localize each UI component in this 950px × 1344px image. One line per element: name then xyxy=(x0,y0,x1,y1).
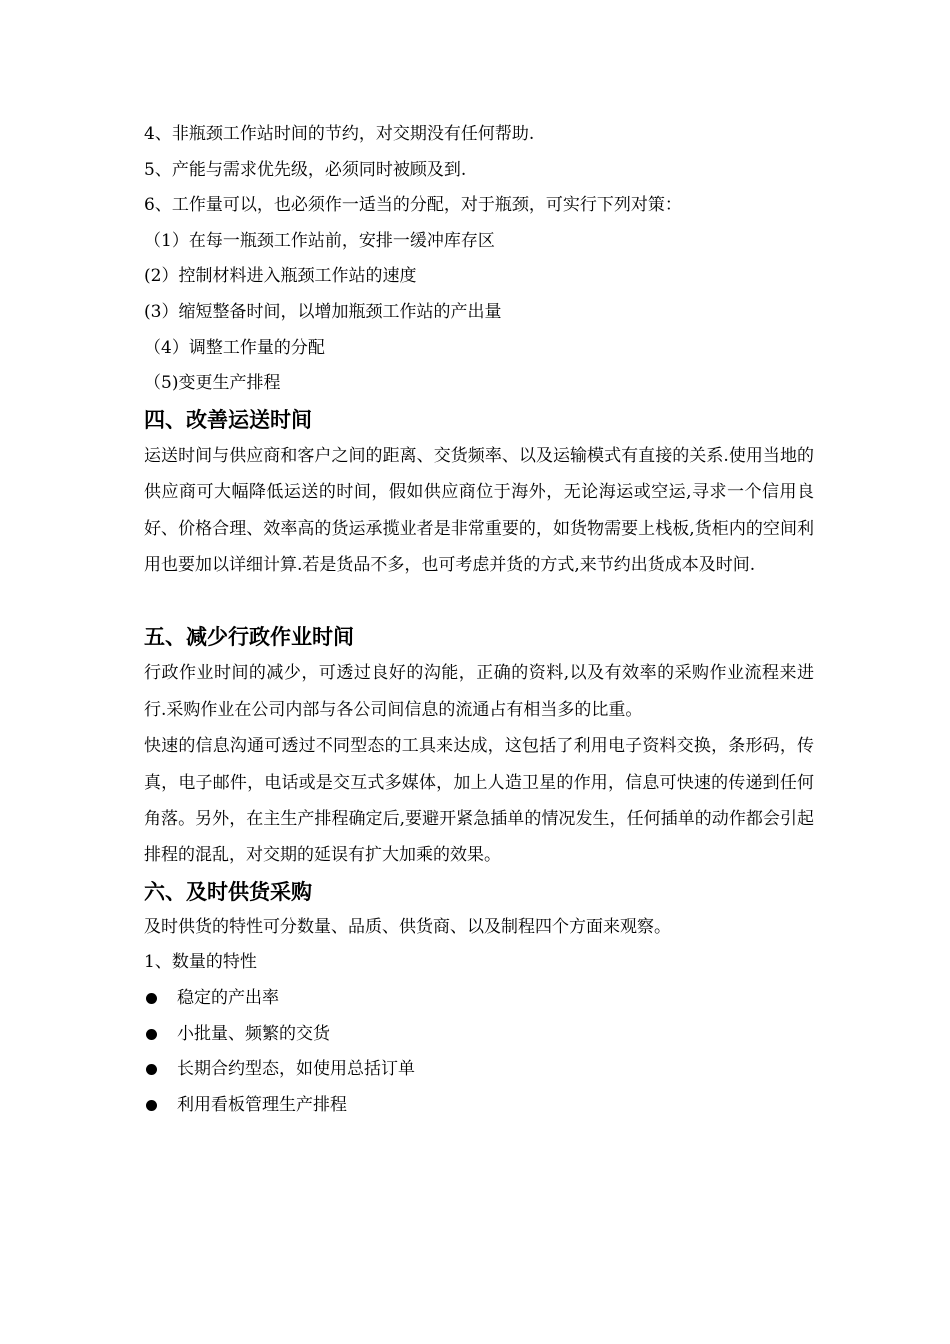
blank-line xyxy=(144,583,814,619)
bullet-item xyxy=(144,981,814,1017)
section-6-intro: 及时供货的特性可分数量、品质、供货商、以及制程四个方面来观察。 xyxy=(144,916,671,937)
section-6-heading: 六、及时供货采购 xyxy=(144,879,312,904)
section-6-subheading: 1、数量的特性 xyxy=(144,952,257,973)
document-body xyxy=(144,117,814,1123)
intro-item-6: 6、工作量可以，也必须作一适当的分配，对于瓶颈，可实行下列对策： xyxy=(144,195,682,216)
section-5-paragraph-1: 行政作业时间的减少，可透过良好的沟能，正确的资料,以及有效率的采购作业流程来进行.采购作业在公司内部与各公司间信息的流通占有相当多的比重。 xyxy=(144,663,814,720)
bullet-item xyxy=(144,1088,814,1124)
bullet-item-text: 稳定的产出率 xyxy=(177,988,279,1008)
section-4-heading: 四、改善运送时间 xyxy=(144,407,312,432)
countermeasure-1: （1）在每一瓶颈工作站前，安排一缓冲库存区 xyxy=(144,230,495,251)
bullet-item xyxy=(144,1052,814,1088)
bullet-dot-icon xyxy=(146,1029,157,1040)
bullet-item-text: 小批量、频繁的交货 xyxy=(177,1023,330,1044)
section-5-heading: 五、减少行政作业时间 xyxy=(144,625,354,650)
countermeasure-5: （5)变更生产排程 xyxy=(144,373,281,394)
bullet-dot-icon xyxy=(146,993,157,1004)
bullet-item-text: 长期合约型态，如使用总括订单 xyxy=(177,1059,415,1080)
intro-item-5: 5、产能与需求优先级，必须同时被顾及到. xyxy=(144,159,467,180)
bullet-dot-icon xyxy=(146,1064,157,1075)
bullet-item xyxy=(144,1017,814,1053)
countermeasure-2: (2）控制材料进入瓶颈工作站的速度 xyxy=(144,266,417,287)
countermeasure-4: （4）调整工作量的分配 xyxy=(144,337,325,358)
intro-item-4: 4、非瓶颈工作站时间的节约，对交期没有任何帮助. xyxy=(144,124,535,144)
bullet-item-text: 利用看板管理生产排程 xyxy=(177,1094,347,1115)
bullet-dot-icon xyxy=(146,1100,157,1111)
section-5-paragraph-2: 快速的信息沟通可透过不同型态的工具来达成，这包括了利用电子资料交换，条形码，传真，电子邮件，电话或是交互式多媒体，加上人造卫星的作用，信息可快速的传递到任何角落。另外，在主生产排程确定后,要避开紧急插单的情况发生，任何插单的动作都会引起排程的混乱，对交期的延误有扩大加乘的效果。 xyxy=(144,736,814,866)
countermeasure-3: (3）缩短整备时间，以增加瓶颈工作站的产出量 xyxy=(144,301,502,322)
section-4-paragraph: 运送时间与供应商和客户之间的距离、交货频率、以及运输模式有直接的关系.使用当地的供应商可大幅降低运送的时间，假如供应商位于海外，无论海运或空运,寻求一个信用良好、价格合理、效率高的货运承揽业者是非常重要的，如货物需要上栈板,货柜内的空间利用也要加以详细计算.若是货品不多，也可考虑并货的方式,来节约出货成本及时间. xyxy=(144,445,814,575)
